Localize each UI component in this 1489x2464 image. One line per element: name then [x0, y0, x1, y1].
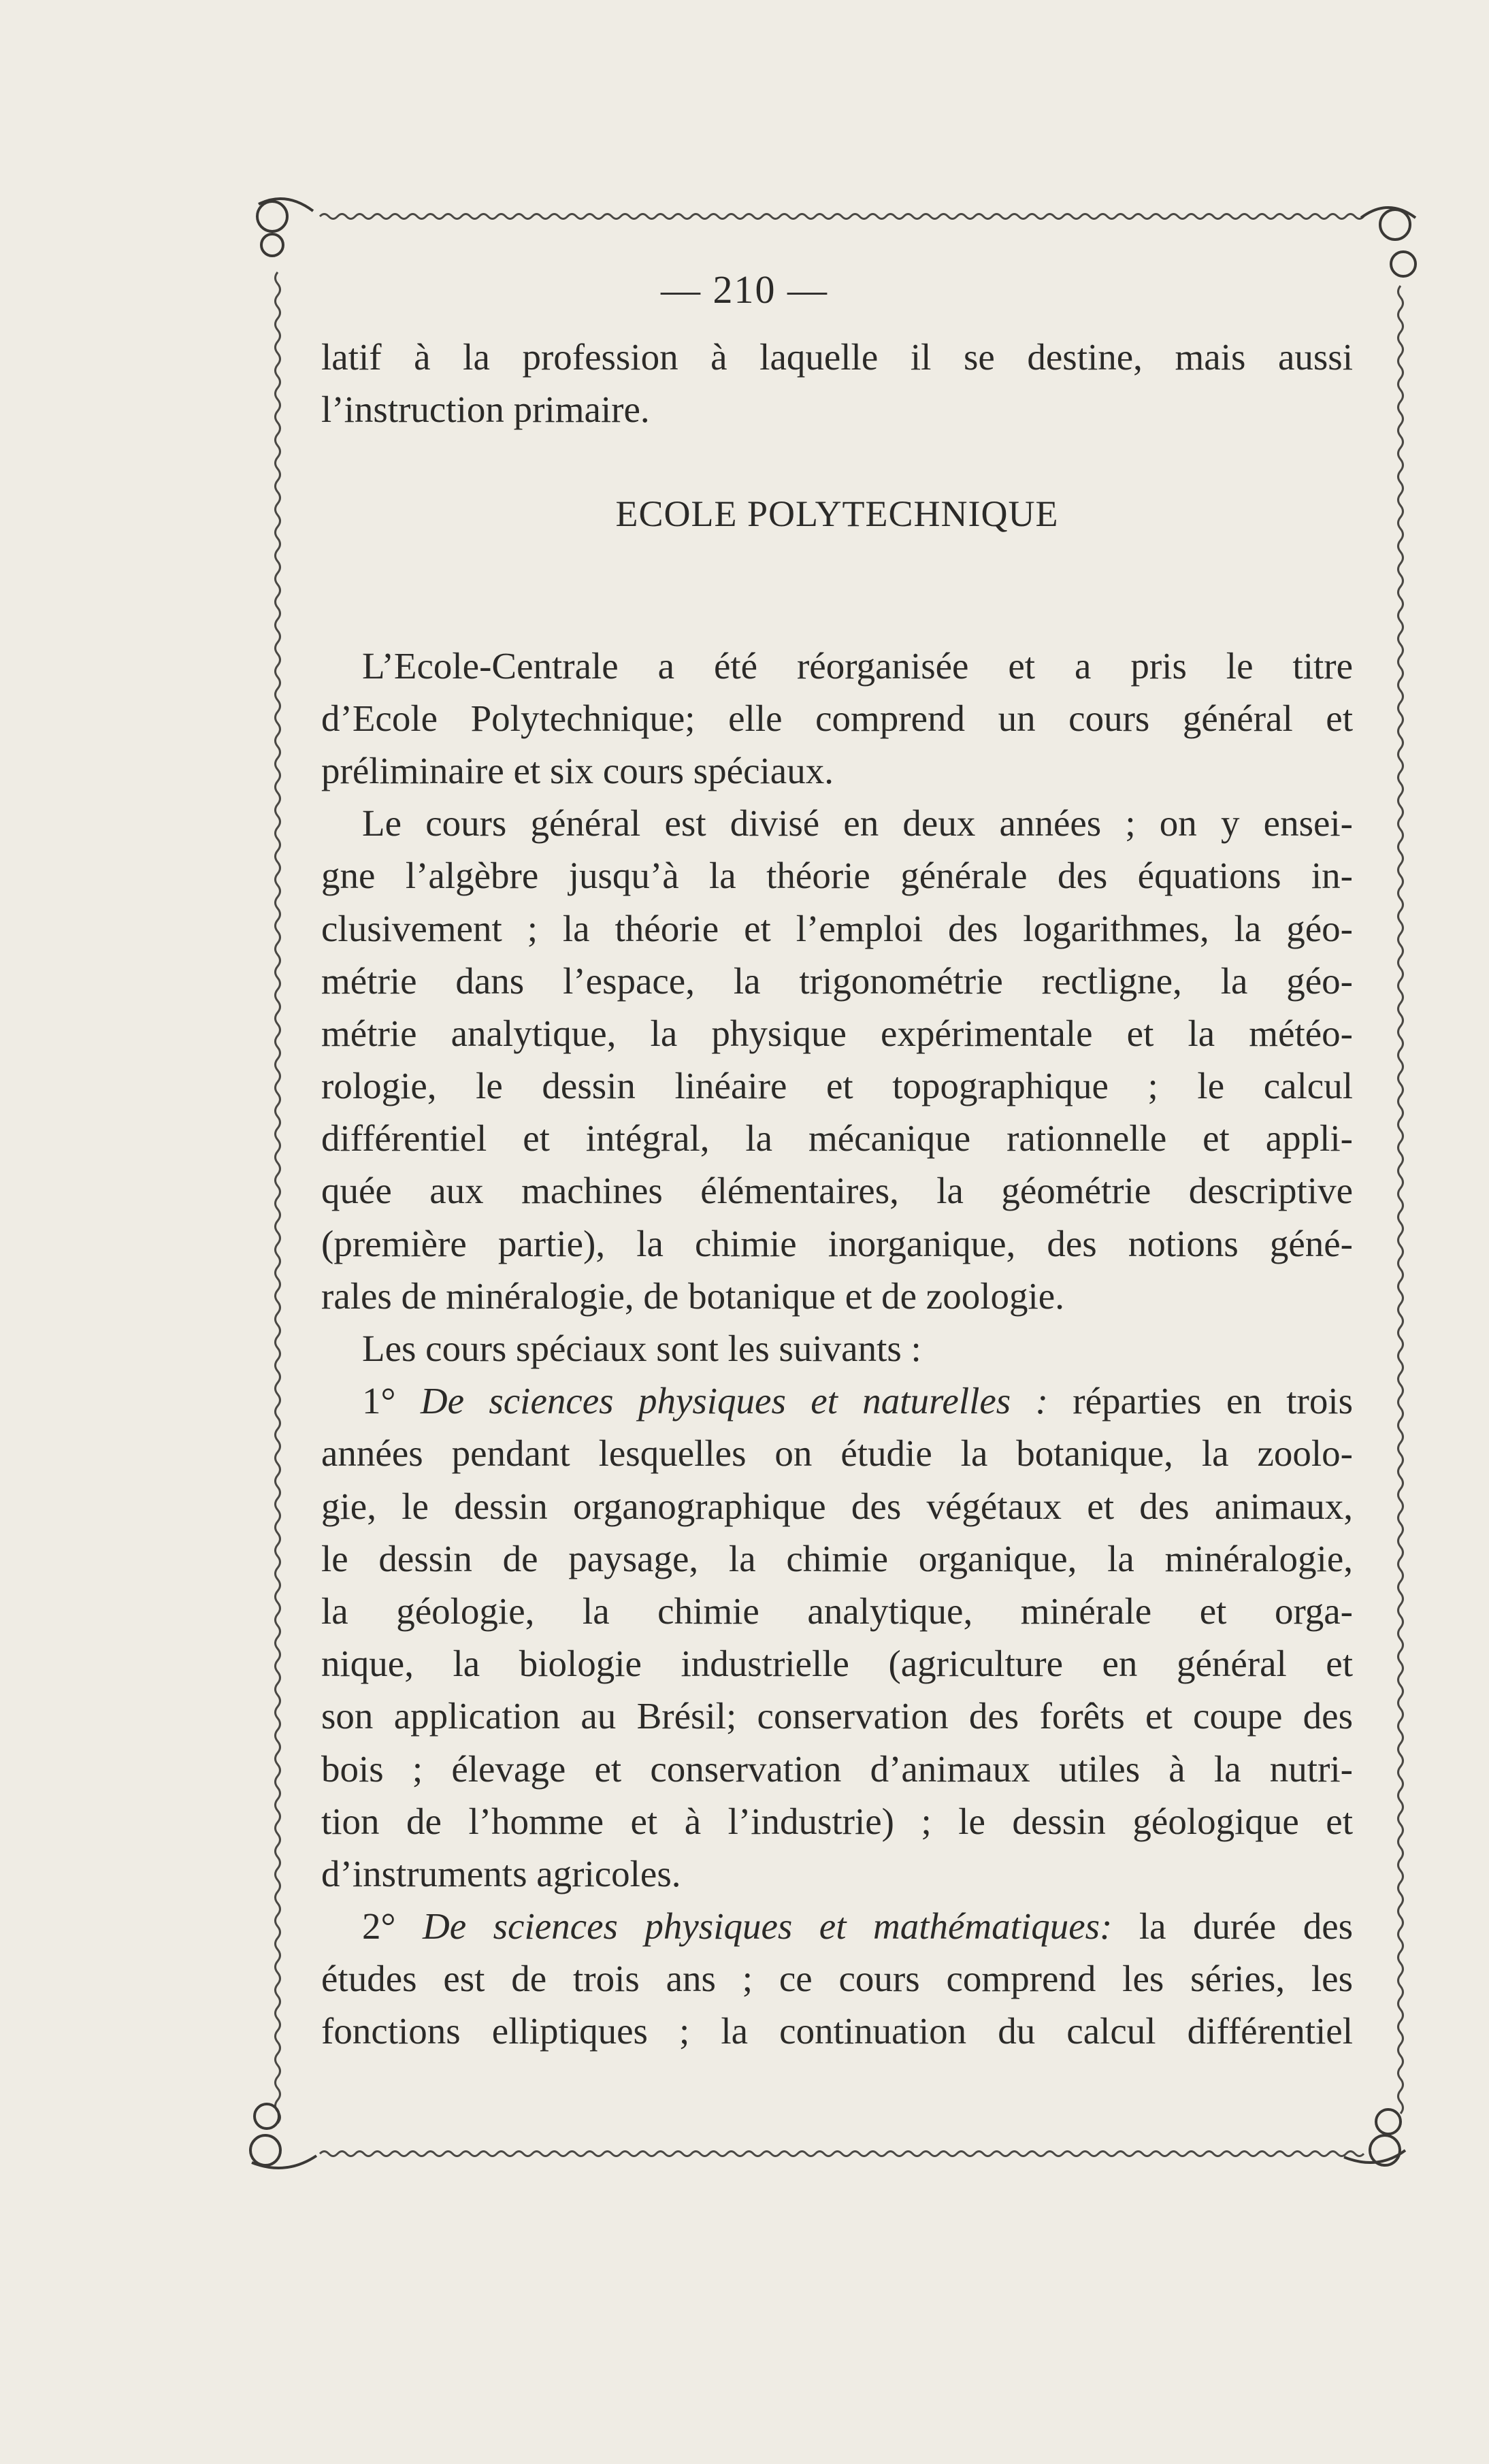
text-line — [321, 1532, 1353, 1585]
text-line — [321, 955, 1353, 1007]
text-line — [321, 2005, 1353, 2057]
text-line — [321, 1637, 1353, 1690]
text-segment: rologie, le dessin linéaire et topographique ; le calcul — [321, 1065, 1353, 1107]
italic-course-title: De sciences physiques et naturelles : — [420, 1380, 1048, 1422]
text-segment: latif à la profession à laquelle il se destine, mais aussi — [321, 336, 1353, 378]
wavy-border-line — [320, 214, 1364, 219]
text-line — [321, 383, 1353, 436]
corner-ornament-bottom-right-icon — [1344, 2109, 1405, 2165]
text-line — [321, 1112, 1353, 1164]
text-line — [321, 640, 1353, 692]
text-segment: 2° — [362, 1905, 423, 1948]
text-segment: l’instruction primaire. — [321, 389, 650, 431]
text-segment: 1° — [362, 1380, 421, 1422]
text-segment: la géologie, la chimie analytique, minérale et orga- — [321, 1590, 1353, 1632]
text-segment: différentiel et intégral, la mécanique rationnelle et appli- — [321, 1117, 1353, 1160]
text-line — [321, 797, 1353, 849]
text-segment: (première partie), la chimie inorganique, des notions géné- — [321, 1222, 1353, 1264]
corner-ornament-top-right-icon — [1361, 208, 1416, 276]
corner-ornament-top-left-icon — [257, 199, 313, 256]
text-segment: d’instruments agricoles. — [321, 1852, 681, 1894]
text-segment: années pendant lesquelles on étudie la botanique, la zoolo- — [321, 1432, 1353, 1475]
text-segment: gne l’algèbre jusqu’à la théorie générale des équations in- — [321, 855, 1353, 897]
text-segment: Les cours spéciaux sont les suivants : — [362, 1328, 921, 1369]
text-segment: la durée des — [1112, 1905, 1354, 1948]
text-line — [321, 1007, 1353, 1059]
text-segment: quée aux machines élémentaires, la géométrie descriptive — [321, 1170, 1353, 1212]
text-line — [321, 692, 1353, 744]
text-line — [321, 1743, 1353, 1795]
text-line — [321, 1164, 1353, 1217]
text-line — [321, 1847, 1353, 1900]
text-segment: rales de minéralogie, de botanique et de zoologie. — [321, 1275, 1064, 1317]
text-line — [321, 1375, 1353, 1427]
text-line — [321, 744, 1353, 797]
wavy-border-line — [320, 2152, 1364, 2156]
text-segment: nique, la biologie industrielle (agriculture en général et — [321, 1643, 1353, 1685]
page-number: — 210 — — [661, 267, 828, 312]
text-line — [321, 902, 1353, 955]
text-segment: d’Ecole Polytechnique; elle comprend un cours général et — [321, 697, 1353, 739]
text-segment: études est de trois ans ; ce cours comprend les séries, les — [321, 1958, 1353, 2000]
text-line — [321, 849, 1353, 902]
section-heading: ECOLE POLYTECHNIQUE — [615, 493, 1059, 535]
text-segment: fonctions elliptiques ; la continuation du calcul différentiel — [321, 2010, 1353, 2052]
italic-course-title: De sciences physiques et mathématiques: — [423, 1905, 1113, 1948]
text-segment: tion de l’homme et à l’industrie) ; le dessin géologique et — [321, 1800, 1353, 1842]
wavy-border-line — [1398, 286, 1403, 2114]
text-line — [321, 331, 1353, 383]
text-segment: son application au Brésil; conservation des forêts et coupe des — [321, 1695, 1353, 1737]
text-segment: L’Ecole-Centrale a été réorganisée et a pris le titre — [362, 644, 1353, 687]
text-line — [321, 1322, 1353, 1375]
text-line — [321, 1690, 1353, 1742]
text-segment: préliminaire et six cours spéciaux. — [321, 749, 834, 791]
text-segment: Le cours général est divisé en deux années ; on y ensei- — [362, 802, 1353, 844]
corner-ornament-bottom-left-icon — [250, 2104, 316, 2168]
text-line — [321, 1427, 1353, 1479]
text-segment: le dessin de paysage, la chimie organique, la minéralogie, — [321, 1537, 1353, 1579]
text-line — [321, 1480, 1353, 1532]
text-line — [321, 1795, 1353, 1847]
text-segment: métrie analytique, la physique expérimentale et la météo- — [321, 1012, 1353, 1054]
text-line — [321, 1900, 1353, 1952]
text-segment: clusivement ; la théorie et l’emploi des logarithmes, la géo- — [321, 907, 1353, 949]
text-segment: réparties en trois — [1047, 1380, 1353, 1422]
text-line — [321, 1270, 1353, 1322]
text-line — [321, 1217, 1353, 1270]
text-line — [321, 1952, 1353, 2005]
text-line — [321, 1059, 1353, 1112]
wavy-border-line — [276, 272, 280, 2123]
page-body-text — [321, 331, 1353, 2058]
text-segment: bois ; élevage et conservation d’animaux utiles à la nutri- — [321, 1747, 1353, 1790]
text-segment: métrie dans l’espace, la trigonométrie rectligne, la géo- — [321, 959, 1353, 1002]
text-line — [321, 1585, 1353, 1637]
text-segment: gie, le dessin organographique des végétaux et des animaux, — [321, 1485, 1353, 1527]
